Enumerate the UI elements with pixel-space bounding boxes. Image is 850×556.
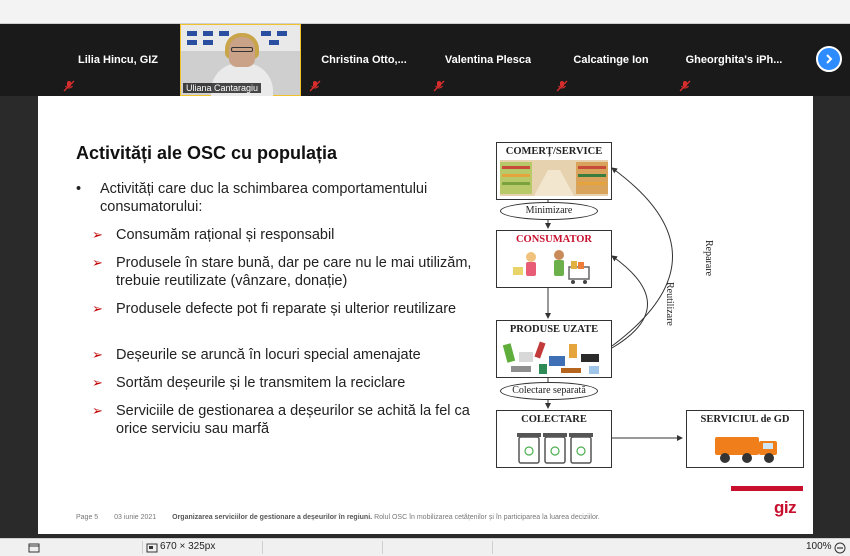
- shoppers-illustration: [511, 249, 601, 285]
- participant-tile[interactable]: [58, 24, 178, 96]
- footer-page: Page 5: [76, 514, 99, 521]
- participant-name: Lilia Hincu, GIZ: [77, 54, 159, 66]
- slide-footer: [76, 514, 614, 521]
- mic-muted-icon: [309, 80, 321, 92]
- main-bullet-text: Activități care duc la schimbarea comportamentului consumatorului:: [100, 181, 428, 215]
- diagram-box-label: COLECTARE: [521, 414, 587, 425]
- participant-tile[interactable]: [674, 24, 794, 96]
- sub-bullet: [92, 374, 477, 392]
- sub-bullet: [92, 402, 477, 438]
- participant-video-tile[interactable]: [180, 24, 301, 96]
- participant-name: Gheorghita's iPh...: [685, 54, 783, 66]
- arrow-bullet-icon: ➢: [92, 301, 103, 316]
- diagram-ellipse-minimizare: Minimizare: [500, 202, 598, 220]
- diagram-box-consumator: [496, 230, 612, 288]
- diagram-ellipse-colectare-separata: Colectare separată: [500, 382, 598, 400]
- reparare-label: Reparare: [703, 240, 714, 277]
- arrow-bullet-icon: ➢: [92, 255, 103, 270]
- diagram-box-label: COMERȚ/SERVICE: [505, 146, 603, 157]
- recycling-bins-icon: [515, 429, 595, 465]
- shared-screen: [0, 96, 850, 538]
- mic-muted-icon: [63, 80, 75, 92]
- arrow-bullet-icon: ➢: [92, 375, 103, 390]
- sub-bullet: [92, 226, 477, 244]
- diagram-box-label: SERVICIUL de GD: [700, 414, 790, 425]
- slide-title: Activități ale OSC cu populația: [76, 143, 338, 163]
- sub-bullet: [92, 300, 477, 318]
- image-dimensions: 670 × 325px: [160, 541, 216, 552]
- participant-face: [229, 37, 255, 67]
- zoom-out-icon[interactable]: [834, 542, 846, 554]
- sub-bullet-text: Sortăm deșeurile și le transmitem la reciclare: [116, 375, 406, 391]
- participant-tile[interactable]: [551, 24, 671, 96]
- sub-bullet-text: Produsele defecte pot fi reparate și ulterior reutilizare: [116, 301, 457, 317]
- participant-strip: [0, 24, 850, 96]
- sub-bullet-text: Deșeurile se aruncă în locuri special amenajate: [116, 347, 421, 363]
- chevron-right-icon: [823, 53, 835, 65]
- window-top-bar: [0, 0, 850, 24]
- mic-muted-icon: [556, 80, 568, 92]
- diagram-box-label: PRODUSE UZATE: [509, 324, 599, 335]
- participant-tile[interactable]: [304, 24, 424, 96]
- mic-muted-icon: [433, 80, 445, 92]
- waste-flow-diagram: [478, 136, 808, 476]
- zoom-level: 100%: [806, 541, 832, 552]
- reutilizare-label: Reutilizare: [664, 282, 675, 326]
- garbage-truck-icon: [711, 429, 783, 465]
- main-bullet: [76, 180, 476, 216]
- participant-name: Uliana Cantaragiu: [183, 83, 261, 93]
- mic-muted-icon: [679, 80, 691, 92]
- sub-bullet-text: Consumăm rațional și responsabil: [116, 227, 335, 243]
- diagram-box-colectare: [496, 410, 612, 468]
- arrow-bullet-icon: ➢: [92, 403, 103, 418]
- arrow-bullet-icon: ➢: [92, 347, 103, 362]
- participant-tile[interactable]: [428, 24, 548, 96]
- diagram-box-label: CONSUMATOR: [515, 234, 593, 245]
- next-participants-button[interactable]: [816, 46, 842, 72]
- footer-title-bold: Organizarea serviciilor de gestionare a deșeurilor în regiuni.: [172, 514, 373, 521]
- brand-bar: [731, 486, 803, 491]
- diagram-box-comert: [496, 142, 612, 200]
- participant-name: Valentina Plesca: [444, 54, 532, 66]
- bullet-dot: •: [76, 181, 82, 197]
- diagram-box-produse-uzate: [496, 320, 612, 378]
- sub-bullet-text: Produsele în stare bună, dar pe care nu le mai utilizăm, trebuie reutilizate (vânzare, donație): [116, 255, 472, 289]
- presentation-slide: [38, 96, 813, 534]
- sub-bullet-text: Serviciile de gestionarea a deșeurilor se achită la fel ca orice serviciu sau marfă: [116, 403, 470, 437]
- arrow-bullet-icon: ➢: [92, 227, 103, 242]
- used-products-image: [501, 338, 609, 376]
- participant-glasses: [231, 47, 253, 52]
- participant-name: Calcatinge Ion: [573, 54, 649, 66]
- giz-logo: giz: [774, 498, 797, 517]
- sub-bullet: [92, 254, 477, 290]
- diagram-box-serviciul-gd: [686, 410, 804, 468]
- footer-title-rest: Rolul OSC în mobilizarea cetățenilor și în participarea la luarea deciziilor.: [374, 514, 600, 521]
- dimensions-icon: [146, 542, 158, 554]
- window-icon[interactable]: [28, 542, 40, 554]
- footer-date: 03 iunie 2021: [114, 514, 157, 521]
- participant-name: Christina Otto,...: [321, 54, 407, 66]
- sub-bullet: [92, 346, 477, 364]
- supermarket-shelves-image: [500, 160, 608, 196]
- status-bar: [0, 538, 850, 556]
